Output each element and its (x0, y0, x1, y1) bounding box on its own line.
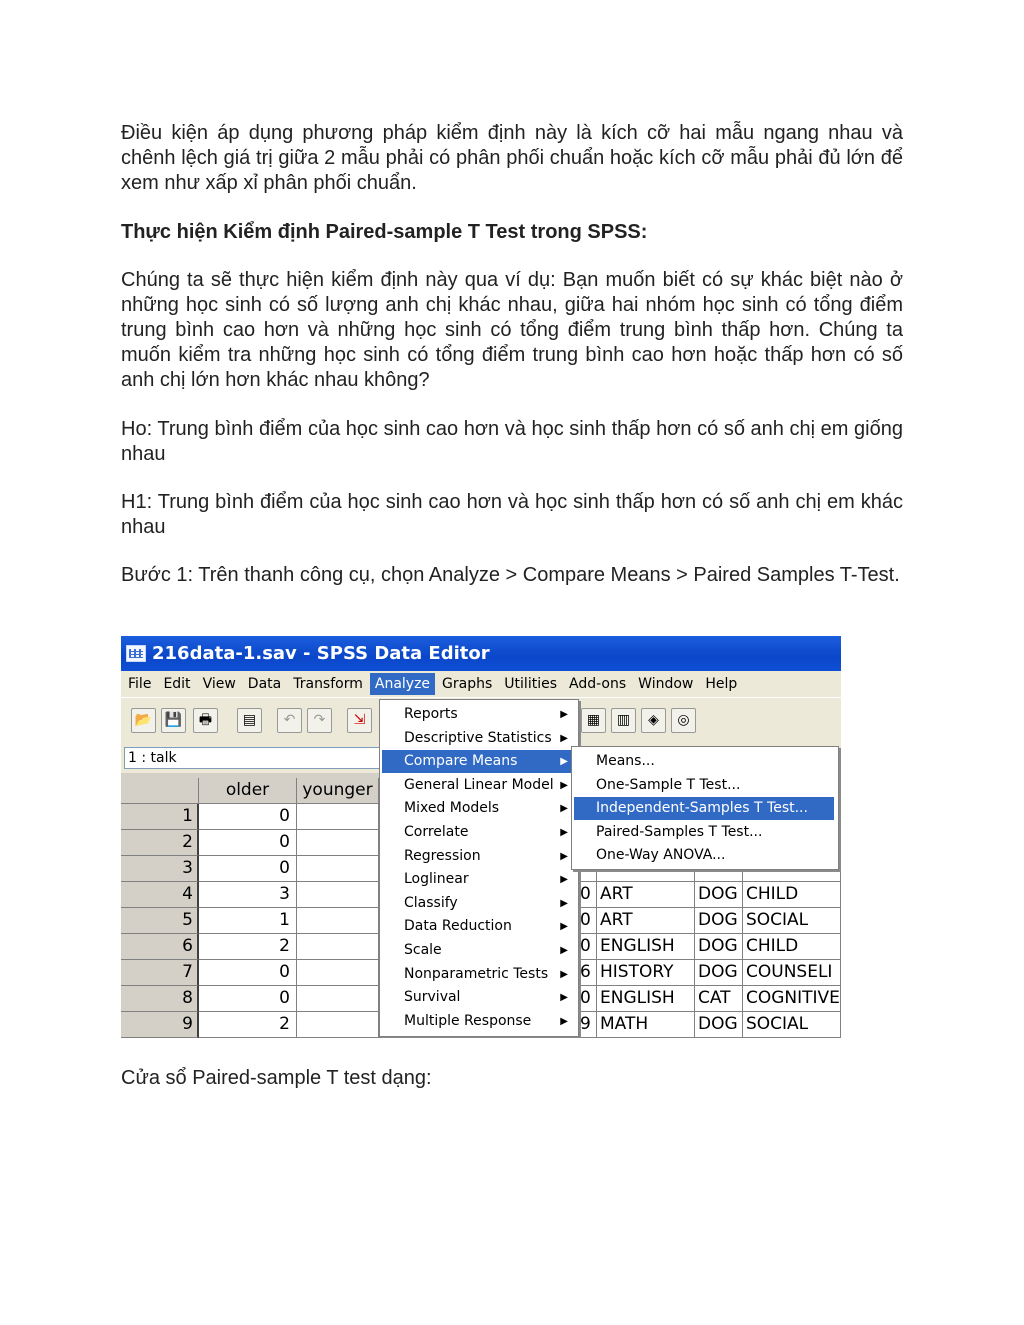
cell-older[interactable]: 2 (199, 934, 297, 960)
cell-col4[interactable]: COGNITIVE (743, 986, 841, 1012)
row-number[interactable]: 4 (121, 882, 199, 908)
row-number[interactable]: 7 (121, 960, 199, 986)
cell-older[interactable]: 1 (199, 908, 297, 934)
analyze-menu (379, 699, 579, 1037)
cell-col1[interactable]: 0 (579, 908, 597, 934)
row-number[interactable]: 5 (121, 908, 199, 934)
cell-older[interactable]: 0 (199, 856, 297, 882)
menu-item-label: Means... (596, 753, 655, 769)
menubar (121, 671, 841, 697)
undo-icon[interactable]: ↶ (277, 708, 302, 733)
value-labels-icon[interactable]: ◈ (641, 708, 666, 733)
analyze-item-nonparametric-tests[interactable] (382, 963, 576, 986)
analyze-item-scale[interactable] (382, 939, 576, 962)
analyze-item-reports[interactable] (382, 703, 576, 726)
menu-view[interactable]: View (202, 676, 236, 692)
cell-col1[interactable]: 9 (579, 1012, 597, 1038)
use-sets-icon[interactable]: ◎ (671, 708, 696, 733)
menu-graphs[interactable]: Graphs (442, 676, 493, 692)
submenu-arrow-icon: ▶ (560, 803, 568, 815)
intro-paragraph: Điều kiện áp dụng phương pháp kiểm định này là kích cỡ hai mẫu ngang nhau và chênh lệch giá trị giữa 2 mẫu phải có phân phối chuẩn hoặc kích cỡ mẫu phải đủ lớn để xem như xấp xỉ phân phối chuẩn. (121, 122, 903, 194)
column-header-younger[interactable]: younger (297, 778, 379, 804)
cell-older[interactable]: 0 (199, 830, 297, 856)
cell-col3[interactable]: DOG (695, 882, 743, 908)
spreadsheet-icon (126, 645, 146, 662)
analyze-item-descriptive-statistics[interactable] (382, 727, 576, 750)
menu-item-label: Mixed Models (404, 800, 500, 817)
menu-item-label: Correlate (404, 824, 469, 840)
submenu-arrow-icon: ▶ (560, 1015, 568, 1027)
split-file-icon[interactable]: ▦ (581, 708, 606, 733)
window-title: 216data-1.sav - SPSS Data Editor (152, 643, 490, 664)
compare-item-independent-samples-t-test[interactable] (574, 797, 834, 820)
spss-screenshot (121, 636, 841, 1038)
cell-col2[interactable]: ART (597, 908, 695, 934)
cell-younger[interactable] (297, 934, 379, 960)
window-titlebar (121, 636, 841, 671)
open-icon[interactable]: 📂 (131, 708, 156, 733)
cell-col3[interactable]: DOG (695, 908, 743, 934)
cell-younger[interactable] (297, 908, 379, 934)
menu-data[interactable]: Data (247, 676, 282, 692)
submenu-arrow-icon: ▶ (560, 779, 568, 791)
menu-item-label: Scale (404, 942, 442, 958)
cell-col4[interactable]: SOCIAL (743, 1012, 841, 1038)
analyze-item-general-linear-model[interactable] (382, 774, 576, 797)
row-number[interactable]: 6 (121, 934, 199, 960)
cell-col1[interactable]: 6 (579, 960, 597, 986)
cell-col1[interactable]: 0 (579, 986, 597, 1012)
cell-col2[interactable]: ART (597, 882, 695, 908)
menu-item-label: Compare Means (404, 753, 518, 770)
cell-younger[interactable] (297, 830, 379, 856)
cell-col4[interactable]: SOCIAL (743, 908, 841, 934)
cell-younger[interactable] (297, 960, 379, 986)
submenu-arrow-icon: ▶ (560, 945, 568, 956)
row-number[interactable]: 1 (121, 804, 199, 830)
submenu-arrow-icon: ▶ (560, 968, 568, 980)
step-1: Bước 1: Trên thanh công cụ, chọn Analyze > Compare Means > Paired Samples T-Test. (121, 564, 900, 586)
compare-means-submenu (571, 746, 839, 870)
cell-younger[interactable] (297, 882, 379, 908)
menu-addons[interactable]: Add-ons (569, 676, 627, 692)
alt-hypothesis: H1: Trung bình điểm của học sinh cao hơn và học sinh thấp hơn có số anh chị em khác nhau (121, 491, 903, 538)
compare-item-means[interactable] (574, 750, 834, 773)
analyze-item-regression[interactable] (382, 845, 576, 868)
analyze-item-mixed-models[interactable] (382, 797, 576, 820)
menu-transform[interactable]: Transform (293, 676, 363, 692)
menu-help[interactable]: Help (705, 676, 738, 692)
example-paragraph: Chúng ta sẽ thực hiện kiểm định này qua ví dụ: Bạn muốn biết có sự khác biệt nào ở những học sinh có số lượng anh chị khác nhau, giữa hai nhóm học sinh có tổng điểm trung bình cao hơn và những học sinh có tổng điểm trung bình thấp hơn. Chúng ta muốn kiểm tra những học sinh có tổng điểm trung bình cao hơn hoặc thấp hơn có số anh chị lớn hơn khác nhau không? (121, 269, 903, 391)
menu-item-label: One-Way ANOVA... (596, 847, 726, 864)
row-number[interactable]: 8 (121, 986, 199, 1012)
analyze-item-survival[interactable] (382, 986, 576, 1009)
analyze-item-data-reduction[interactable] (382, 915, 576, 938)
analyze-item-classify[interactable] (382, 892, 576, 915)
footer-text: Cửa sổ Paired-sample T test dạng: (121, 1067, 432, 1089)
menu-item-label: Independent-Samples T Test... (596, 800, 808, 817)
menu-item-label: Descriptive Statistics (404, 729, 552, 746)
submenu-arrow-icon: ▶ (560, 874, 568, 886)
cell-col3[interactable]: DOG (695, 1012, 743, 1038)
cell-col1[interactable]: 0 (579, 882, 597, 908)
cell-younger[interactable] (297, 856, 379, 882)
menu-item-label: One-Sample T Test... (596, 776, 741, 793)
null-hypothesis: Ho: Trung bình điểm của học sinh cao hơn và học sinh thấp hơn có số anh chị em giống nhau (121, 418, 903, 465)
weight-cases-icon[interactable]: ▥ (611, 708, 636, 733)
menu-item-label: Nonparametric Tests (404, 965, 549, 982)
submenu-arrow-icon: ▶ (560, 850, 568, 862)
row-number[interactable]: 2 (121, 830, 199, 856)
cell-older[interactable]: 0 (199, 986, 297, 1012)
cell-col3[interactable]: DOG (695, 960, 743, 986)
compare-item-one-sample-t-test[interactable] (574, 774, 834, 797)
menu-window[interactable]: Window (638, 676, 694, 692)
cell-older[interactable]: 0 (199, 960, 297, 986)
submenu-arrow-icon: ▶ (560, 827, 568, 838)
cell-reference: 1 : talk (124, 747, 382, 769)
menu-item-label: Survival (404, 989, 461, 1006)
compare-item-one-way-anova[interactable] (574, 844, 834, 867)
cell-col1[interactable]: 0 (579, 934, 597, 960)
submenu-arrow-icon: ▶ (560, 921, 568, 933)
redo-icon[interactable]: ↷ (307, 708, 332, 733)
submenu-arrow-icon: ▶ (560, 756, 568, 768)
cell-col3[interactable]: DOG (695, 934, 743, 960)
submenu-arrow-icon: ▶ (560, 897, 568, 909)
menu-utilities[interactable]: Utilities (504, 676, 557, 692)
corner-cell (121, 778, 199, 804)
cell-younger[interactable] (297, 804, 379, 830)
analyze-item-compare-means[interactable] (382, 750, 576, 773)
analyze-item-multiple-response[interactable] (382, 1010, 576, 1033)
submenu-arrow-icon: ▶ (560, 709, 568, 720)
menu-item-label: Paired-Samples T Test... (596, 823, 763, 840)
menu-item-label: General Linear Model (404, 776, 554, 793)
analyze-item-loglinear[interactable] (382, 868, 576, 891)
menu-item-label: Classify (404, 894, 458, 911)
dialog-recall-icon[interactable]: ▤ (237, 708, 262, 733)
cell-col4[interactable]: CHILD (743, 882, 841, 908)
analyze-item-correlate[interactable] (382, 821, 576, 844)
cell-older[interactable]: 3 (199, 882, 297, 908)
cell-col2[interactable]: ENGLISH (597, 986, 695, 1012)
cell-col3[interactable]: CAT (695, 986, 743, 1012)
menu-analyze[interactable]: Analyze (370, 673, 435, 695)
menu-file[interactable]: File (128, 676, 152, 692)
cell-older[interactable]: 2 (199, 1012, 297, 1038)
menu-item-label: Loglinear (404, 871, 469, 888)
print-icon[interactable]: 🖶 (193, 708, 218, 733)
cell-younger[interactable] (297, 986, 379, 1012)
column-header-older[interactable]: older (199, 778, 297, 804)
cell-col2[interactable]: MATH (597, 1012, 695, 1038)
menu-item-label: Regression (404, 847, 481, 864)
submenu-arrow-icon: ▶ (560, 992, 568, 1004)
cell-col2[interactable]: ENGLISH (597, 934, 695, 960)
cell-younger[interactable] (297, 1012, 379, 1038)
cell-col4[interactable]: CHILD (743, 934, 841, 960)
menu-item-label: Multiple Response (404, 1012, 532, 1029)
submenu-arrow-icon: ▶ (560, 732, 568, 744)
compare-item-paired-samples-t-test[interactable] (574, 821, 834, 844)
cell-older[interactable]: 0 (199, 804, 297, 830)
section-heading: Thực hiện Kiểm định Paired-sample T Test trong SPSS: (121, 221, 648, 243)
cell-col2[interactable]: HISTORY (597, 960, 695, 986)
save-icon[interactable]: 💾 (161, 708, 186, 733)
row-number[interactable]: 3 (121, 856, 199, 882)
menu-item-label: Data Reduction (404, 918, 512, 935)
goto-case-icon[interactable]: ⇲ (347, 708, 372, 733)
cell-col4[interactable]: COUNSELI (743, 960, 841, 986)
menu-edit[interactable]: Edit (163, 676, 191, 692)
row-number[interactable]: 9 (121, 1012, 199, 1038)
menu-item-label: Reports (404, 706, 458, 722)
